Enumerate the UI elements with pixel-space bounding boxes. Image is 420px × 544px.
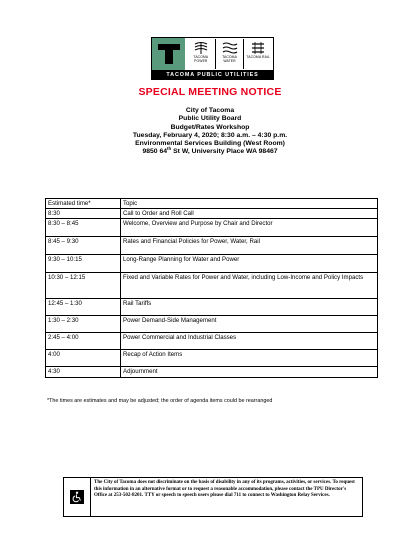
agenda-topic: Call to Order and Roll Call (121, 209, 378, 219)
agenda-topic: Welcome, Overview and Purpose by Chair and Director (121, 219, 378, 237)
wheelchair-icon (70, 490, 84, 504)
address-post: St W, University Place WA 98467 (171, 148, 278, 156)
meeting-header (0, 107, 420, 157)
table-row (46, 209, 378, 219)
header-workshop: Budget/Rates Workshop (170, 123, 250, 131)
agenda-topic: Recap of Action Items (121, 350, 378, 367)
logo-unit-label: TACOMA WATER (222, 55, 237, 63)
table-row (46, 316, 378, 333)
table-row (46, 237, 378, 255)
ada-notice (63, 477, 363, 517)
agenda-time: 4:00 (46, 350, 121, 367)
agenda-time: 4:30 (46, 367, 121, 378)
agenda-topic: Power Demand-Side Management (121, 316, 378, 333)
logo-unit-rail (243, 39, 272, 69)
agenda-table (45, 198, 378, 378)
table-row (46, 255, 378, 273)
table-row (46, 273, 378, 299)
agenda-time: 10:30 – 12:15 (46, 273, 121, 299)
agenda-topic: Fixed and Variable Rates for Power and Water, including Low-Income and Policy Impacts (121, 273, 378, 299)
column-header-time: Estimated time* (46, 199, 121, 209)
tacoma-public-utilities-logo (151, 37, 274, 80)
header-city: City of Tacoma (185, 107, 235, 114)
logo-unit-label: TACOMA RAIL (246, 55, 270, 59)
ada-notice-text: The City of Tacoma does not discriminate on the basis of disability in any of its programs, activities, or services. To request this information in an alternative format or to request a reasonable accommodation, please contact the TPU Director's Office at 253-502-8201. TTY or speech to speech users please dial 711 to connect to Washington Relay Services. (94, 480, 355, 498)
agenda-footnote: *The times are estimates and may be adjusted; the order of agenda items could be rearranged (47, 398, 273, 404)
address-sup: th (167, 146, 172, 152)
notice-title: SPECIAL MEETING NOTICE (138, 86, 282, 98)
rail-tracks-icon (250, 41, 266, 55)
header-building: Environmental Services Building (West Room) (135, 140, 285, 148)
header-datetime: Tuesday, February 4, 2020; 8:30 a.m. – 4:30 p.m. (132, 131, 288, 139)
agenda-time: 1:30 – 2:30 (46, 316, 121, 333)
water-waves-icon (222, 41, 238, 55)
agenda-topic: Rates and Financial Policies for Power, Water, Rail (121, 237, 378, 255)
agenda-header-row (46, 199, 378, 209)
agenda-time: 2:45 – 4:00 (46, 333, 121, 350)
agenda-topic: Rail Tariffs (121, 299, 378, 316)
logo-unit-label: TACOMA POWER (193, 55, 209, 63)
table-row (46, 219, 378, 237)
header-board: Public Utility Board (178, 115, 242, 123)
table-row (46, 333, 378, 350)
address-pre: 9850 64 (142, 148, 168, 156)
tacoma-t-logo-icon (152, 38, 185, 70)
agenda-topic: Power Commercial and Industrial Classes (121, 333, 378, 350)
table-row (46, 350, 378, 367)
power-lines-icon (193, 41, 209, 55)
table-row (46, 299, 378, 316)
logo-bar-text: TACOMA PUBLIC UTILITIES (152, 70, 273, 79)
agenda-time: 8:30 – 8:45 (46, 219, 121, 237)
agenda-time: 9:30 – 10:15 (46, 255, 121, 273)
header-address (0, 148, 420, 156)
ada-icon-cell (64, 478, 91, 516)
agenda-time: 12:45 – 1:30 (46, 299, 121, 316)
logo-units (187, 39, 272, 69)
logo-unit-water (215, 39, 244, 69)
agenda-topic: Adjournment (121, 367, 378, 378)
table-row (46, 367, 378, 378)
logo-unit-power (187, 39, 215, 69)
agenda-topic: Long-Range Planning for Water and Power (121, 255, 378, 273)
agenda-time: 8:45 – 9:30 (46, 237, 121, 255)
agenda-time: 8:30 (46, 209, 121, 219)
column-header-topic: Topic (121, 199, 378, 209)
